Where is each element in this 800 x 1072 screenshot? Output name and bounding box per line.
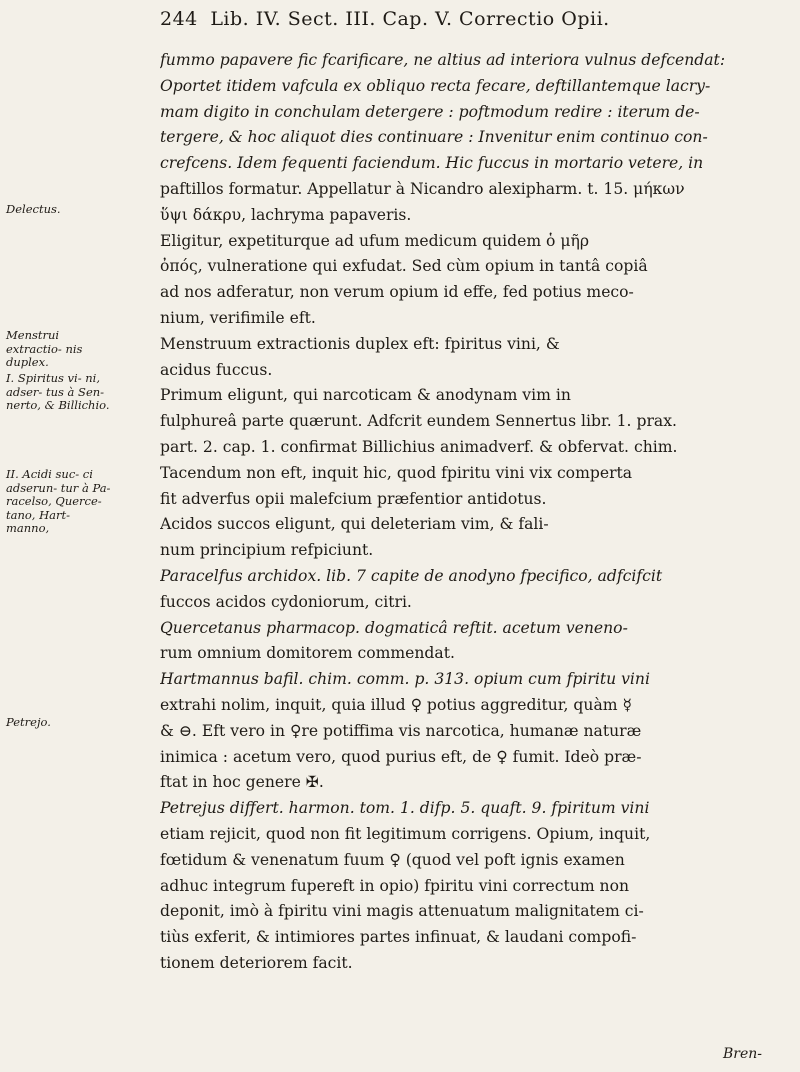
page-number: 244 xyxy=(160,8,198,30)
text-line: ὕψι δάκρυ, lachryma papaveris. xyxy=(160,205,412,224)
text-line: mam digito in conchulam detergere : poftmodum redire : iterum de- xyxy=(160,102,700,121)
text-line: deponit, imò à fpiritu vini magis attenuatum malignitatem ci- xyxy=(160,902,644,921)
text-line: crefcens. Idem fequenti faciendum. Hic fuccus in mortario vetere, in xyxy=(160,154,704,173)
text-line: ad nos adferatur, non verum opium id effe, fed potius meco- xyxy=(160,283,634,302)
text-line: Primum eligunt, qui narcoticam & anodynam vim in xyxy=(160,386,571,405)
margin-note-menstruum: Menstrui extractio- nis duplex. xyxy=(6,328,83,370)
text-line: tionem deteriorem facit. xyxy=(160,953,353,972)
text-line: Menstruum extractionis duplex eft: fpiritus vini, & xyxy=(160,334,560,353)
text-line: etiam rejicit, quod non fit legitimum corrigens. Opium, inquit, xyxy=(160,824,651,843)
text-line: rum omnium domitorem commendat. xyxy=(160,644,455,663)
text-line: & ⊖. Eft vero in ♀re potiffima vis narcotica, humanæ naturæ xyxy=(160,721,642,740)
text-line: nium, verifimile eft. xyxy=(160,308,316,327)
text-line: tergere, & hoc aliquot dies continuare : Invenitur enim continuo con- xyxy=(160,128,708,147)
text-line: Quercetanus pharmacop. dogmaticâ reftit. acetum veneno- xyxy=(160,618,628,637)
text-line: Tacendum non eft, inquit hic, quod fpiritu vini vix comperta xyxy=(160,463,633,482)
catchword: Bren- xyxy=(722,1046,762,1062)
text-line: num principium refpiciunt. xyxy=(160,541,374,560)
text-line: acidus fuccus. xyxy=(160,360,273,379)
running-head xyxy=(160,8,780,30)
margin-note-spiritus-vini: I. Spiritus vi- ni, adser- tus à Sen- nerto, & Billichio. xyxy=(6,371,110,413)
text-line: Hartmannus bafil. chim. comm. p. 313. opium cum fpiritu vini xyxy=(160,670,650,689)
margin-note-acidi-succi: II. Acidi suc- ci adserun- tur à Pa- racelso, Querce- tano, Hart- manno, xyxy=(6,467,111,536)
text-line: Oportet itidem vafcula ex obliquo recta fecare, deftillantemque lacry- xyxy=(160,76,711,95)
text-line: fuccos acidos cydoniorum, citri. xyxy=(160,592,412,611)
text-line: ftat in hoc genere ✠. xyxy=(160,773,324,792)
text-line: fummo papavere fic fcarificare, ne altius ad interiora vulnus defcendat: xyxy=(160,51,726,69)
running-title: Lib. IV. Sect. III. Cap. V. Correctio Opii. xyxy=(210,8,610,30)
text-line: Paracelfus archidox. lib. 7 capite de anodyno fpecifico, adfcifcit xyxy=(160,566,663,585)
text-line: extrahi nolim, inquit, quia illud ♀ potius aggreditur, quàm ☿ xyxy=(160,695,633,714)
text-line: ὀπός, vulneratione qui exfudat. Sed cùm opium in tantâ copiâ xyxy=(160,257,648,276)
text-line: adhuc integrum fupereft in opio) fpiritu vini correctum non xyxy=(160,876,630,895)
margin-note-petrejo: Petrejo. xyxy=(6,715,51,729)
body-text xyxy=(160,48,786,977)
text-line: Petrejus differt. harmon. tom. 1. difp. 5. quaft. 9. fpiritum vini xyxy=(160,799,650,818)
text-line: Acidos succos eligunt, qui deleteriam vim, & fali- xyxy=(160,515,549,534)
text-line: inimica : acetum vero, quod purius eft, de ♀ fumit. Ideò præ- xyxy=(160,747,642,766)
text-line: fulphureâ parte quærunt. Adfcrit eundem Sennertus libr. 1. prax. xyxy=(160,412,677,431)
margin-note-delectus: Delectus. xyxy=(6,202,61,216)
text-line: part. 2. cap. 1. confirmat Billichius animadverf. & obfervat. chim. xyxy=(160,437,678,456)
text-line: fœtidum & venenatum fuum ♀ (quod vel poft ignis examen xyxy=(160,850,625,869)
text-line: Eligitur, expetiturque ad ufum medicum quidem ὁ μῆρ xyxy=(160,231,590,250)
text-line: tiùs exferit, & intimiores partes infinuat, & laudani compofi- xyxy=(160,928,637,947)
text-line: fit adverfus opii malefcium præfentior antidotus. xyxy=(160,489,547,508)
text-line: paftillos formatur. Appellatur à Nicandro alexipharm. t. 15. μήκων xyxy=(160,179,685,198)
